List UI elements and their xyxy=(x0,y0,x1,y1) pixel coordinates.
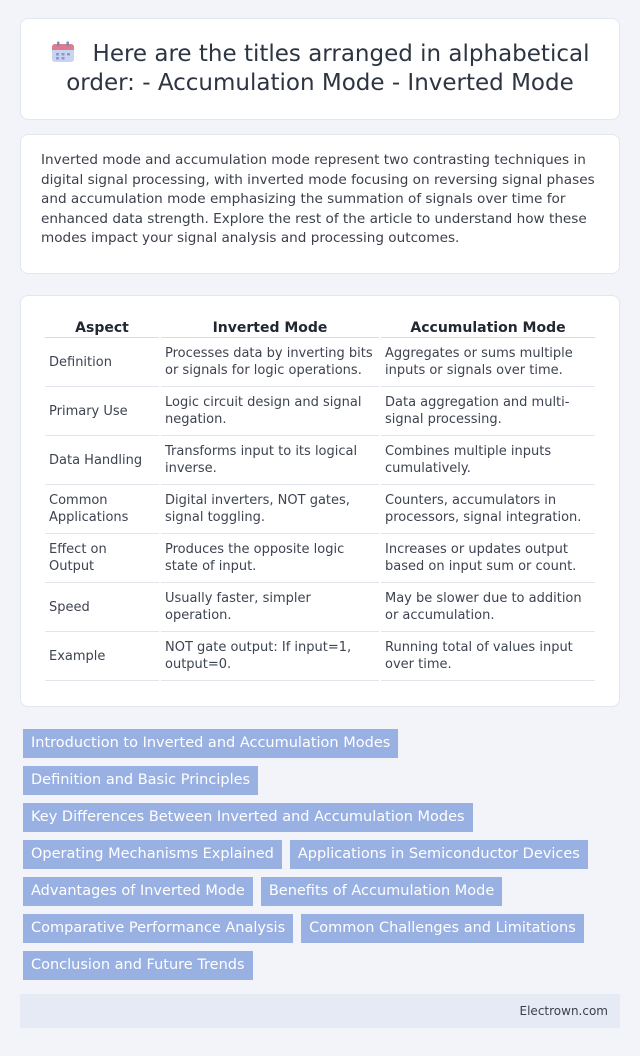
topic-tag-advantages-inverted[interactable]: Advantages of Inverted Mode xyxy=(23,877,253,906)
table-cell-aspect: Common Applications xyxy=(45,485,159,534)
table-cell-inverted: Processes data by inverting bits or signals for logic operations. xyxy=(161,338,379,387)
title-card xyxy=(20,18,620,120)
footer xyxy=(20,994,620,1028)
table-cell-aspect: Data Handling xyxy=(45,436,159,485)
comparison-card xyxy=(20,295,620,707)
intro-card xyxy=(20,134,620,274)
table-cell-accumulation: Data aggregation and multi-signal processing. xyxy=(381,387,595,436)
table-cell-accumulation: Aggregates or sums multiple inputs or signals over time. xyxy=(381,338,595,387)
footer-site[interactable]: Electrown.com xyxy=(519,1004,608,1018)
table-cell-aspect: Example xyxy=(45,632,159,681)
table-cell-inverted: Transforms input to its logical inverse. xyxy=(161,436,379,485)
table-row xyxy=(45,387,595,436)
topic-tag-operating-mechanisms[interactable]: Operating Mechanisms Explained xyxy=(23,840,282,869)
calendar-icon xyxy=(51,41,75,63)
topic-tags xyxy=(20,729,620,980)
page-title-text: Here are the titles arranged in alphabetical order: - Accumulation Mode - Inverted Mode xyxy=(66,41,590,96)
table-cell-accumulation: Combines multiple inputs cumulatively. xyxy=(381,436,595,485)
topic-tag-applications[interactable]: Applications in Semiconductor Devices xyxy=(290,840,588,869)
topic-tag-key-differences[interactable]: Key Differences Between Inverted and Accumulation Modes xyxy=(23,803,473,832)
topic-tag-conclusion[interactable]: Conclusion and Future Trends xyxy=(23,951,253,980)
table-cell-accumulation: May be slower due to addition or accumulation. xyxy=(381,583,595,632)
table-header-row xyxy=(45,316,595,338)
table-row xyxy=(45,583,595,632)
table-cell-aspect: Effect on Output xyxy=(45,534,159,583)
column-header-aspect: Aspect xyxy=(45,316,159,338)
table-cell-aspect: Definition xyxy=(45,338,159,387)
table-row xyxy=(45,485,595,534)
topic-tag-introduction[interactable]: Introduction to Inverted and Accumulation Modes xyxy=(23,729,398,758)
column-header-inverted: Inverted Mode xyxy=(161,316,379,338)
topic-tag-comparative-performance[interactable]: Comparative Performance Analysis xyxy=(23,914,293,943)
table-cell-accumulation: Running total of values input over time. xyxy=(381,632,595,681)
table-row xyxy=(45,436,595,485)
column-header-accumulation: Accumulation Mode xyxy=(381,316,595,338)
topic-tag-definition[interactable]: Definition and Basic Principles xyxy=(23,766,258,795)
intro-text: Inverted mode and accumulation mode represent two contrasting techniques in digital signal processing, with inverted mode focusing on reversing signal phases and accumulation mode emphasizing the summation of signals over time for enhanced data strength. Explore the rest of the article to understand how these modes impact your signal analysis and processing outcomes. xyxy=(41,152,595,246)
table-cell-inverted: Usually faster, simpler operation. xyxy=(161,583,379,632)
table-cell-inverted: NOT gate output: If input=1, output=0. xyxy=(161,632,379,681)
comparison-table xyxy=(43,316,597,681)
table-cell-inverted: Produces the opposite logic state of input. xyxy=(161,534,379,583)
table-cell-accumulation: Increases or updates output based on input sum or count. xyxy=(381,534,595,583)
table-row xyxy=(45,632,595,681)
topic-tag-challenges[interactable]: Common Challenges and Limitations xyxy=(301,914,584,943)
table-cell-aspect: Primary Use xyxy=(45,387,159,436)
table-cell-inverted: Digital inverters, NOT gates, signal toggling. xyxy=(161,485,379,534)
table-cell-aspect: Speed xyxy=(45,583,159,632)
table-cell-inverted: Logic circuit design and signal negation. xyxy=(161,387,379,436)
page-title xyxy=(45,40,595,98)
table-cell-accumulation: Counters, accumulators in processors, signal integration. xyxy=(381,485,595,534)
topic-tag-benefits-accumulation[interactable]: Benefits of Accumulation Mode xyxy=(261,877,502,906)
table-row xyxy=(45,534,595,583)
table-row xyxy=(45,338,595,387)
